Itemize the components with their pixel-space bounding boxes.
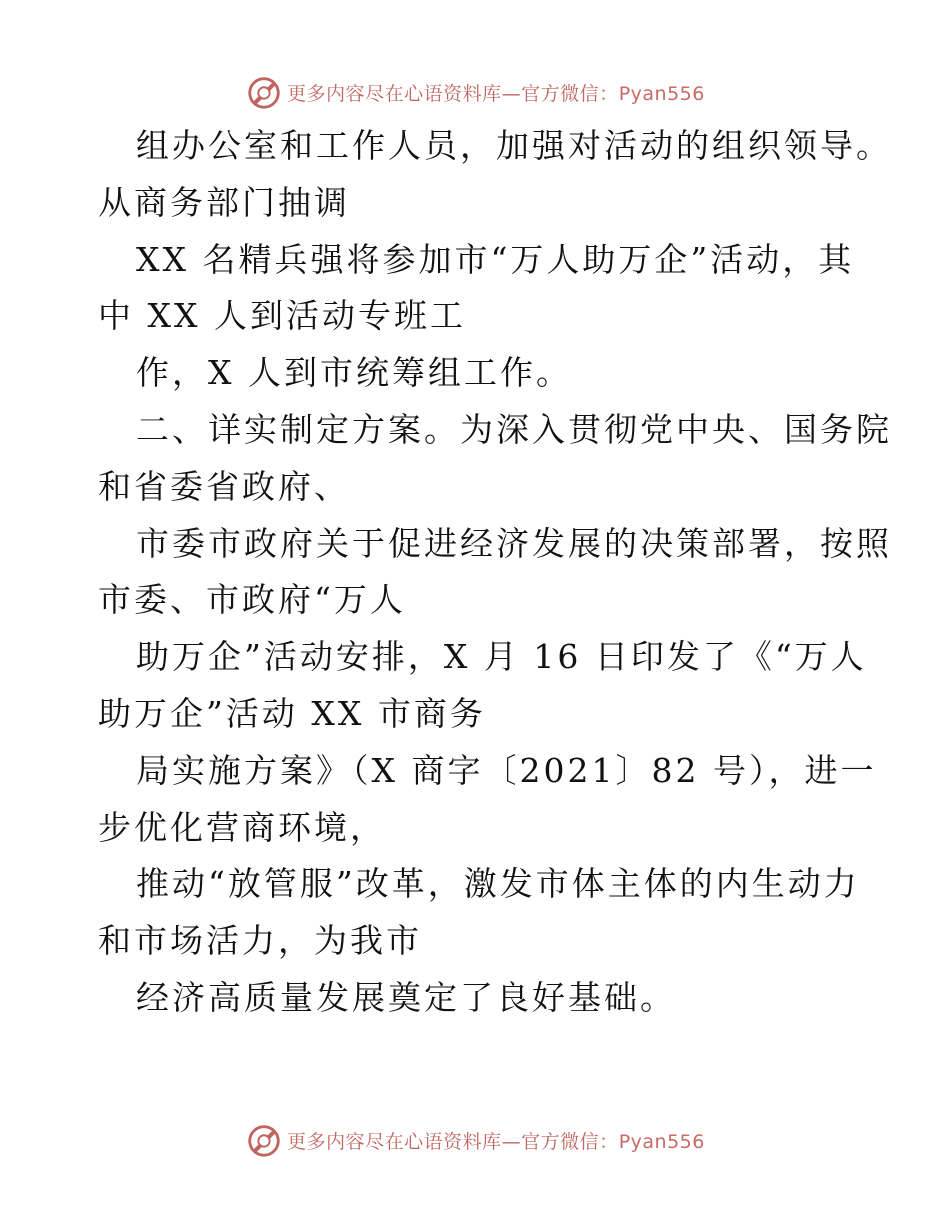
- body-line: 和省委省政府、: [98, 466, 350, 506]
- watermark-label: 官方微信：: [521, 1130, 619, 1153]
- watermark-site-name: 更多内容尽在心语资料库: [287, 82, 502, 105]
- body-line: 市委、市政府“万人: [98, 580, 406, 620]
- body-line: 和市场活力，为我市: [98, 921, 422, 961]
- footer-watermark: [0, 1120, 950, 1160]
- watermark-account: Pyan556: [618, 1130, 705, 1153]
- body-line: 经济高质量发展奠定了良好基础。: [136, 977, 676, 1017]
- body-line: 作，X 人到市统筹组工作。: [136, 353, 572, 393]
- body-line: 市委市政府关于促进经济发展的决策部署，按照: [136, 523, 892, 563]
- body-line: 助万企”活动安排，X 月 16 日印发了《“万人: [136, 637, 867, 677]
- body-line: 助万企”活动 XX 市商务: [98, 693, 486, 733]
- header-watermark: [0, 72, 950, 112]
- body-line: 局实施方案》（X 商字〔2021〕82 号），进一: [136, 750, 877, 790]
- brand-logo-icon: [245, 73, 283, 111]
- watermark-text-line: [287, 79, 705, 106]
- body-line: 从商务部门抽调: [98, 182, 350, 222]
- watermark-dash: —: [501, 1130, 522, 1153]
- watermark-site-name: 更多内容尽在心语资料库: [287, 1130, 502, 1153]
- body-line: 中 XX 人到活动专班工: [98, 296, 466, 336]
- watermark-text-line: [287, 1127, 705, 1154]
- document-body: [98, 118, 892, 1027]
- body-line: 推动“放管服”改革，激发市体主体的内生动力: [136, 864, 860, 904]
- body-line: 组办公室和工作人员，加强对活动的组织领导。: [136, 126, 892, 165]
- watermark-label: 官方微信：: [521, 82, 619, 105]
- body-line: XX 名精兵强将参加市“万人助万企”活动，其: [136, 239, 855, 279]
- watermark-account: Pyan556: [618, 82, 705, 105]
- watermark-dash: —: [501, 82, 522, 105]
- body-line: 步优化营商环境，: [98, 807, 386, 847]
- brand-logo-icon: [245, 1121, 283, 1159]
- body-line: 二、详实制定方案。为深入贯彻党中央、国务院: [136, 409, 892, 449]
